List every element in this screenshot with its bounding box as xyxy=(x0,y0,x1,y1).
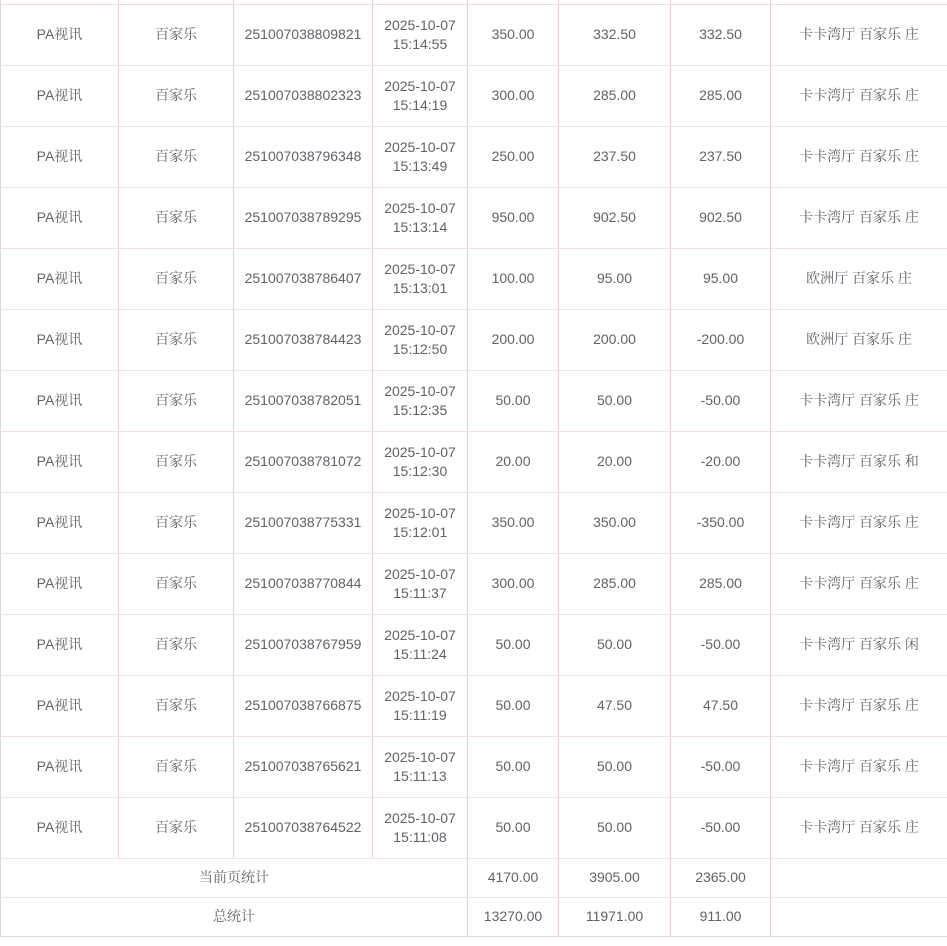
cell-win-loss: -350.00 xyxy=(671,492,771,553)
cell-bet-amount: 50.00 xyxy=(468,736,559,797)
cell-win-loss: 47.50 xyxy=(671,675,771,736)
table-row xyxy=(1,187,947,248)
cell-table-result: 卡卡湾厅 百家乐 庄 xyxy=(771,126,947,187)
summary-total-bet-amount: 13270.00 xyxy=(468,897,559,936)
table-row xyxy=(1,126,947,187)
cell-valid-amount: 332.50 xyxy=(559,4,671,65)
cell-datetime: 2025-10-07 15:11:19 xyxy=(373,675,468,736)
cell-game: 百家乐 xyxy=(119,370,234,431)
cell-datetime: 2025-10-07 15:14:55 xyxy=(373,4,468,65)
cell-table-result: 卡卡湾厅 百家乐 庄 xyxy=(771,675,947,736)
cell-table-result: 卡卡湾厅 百家乐 庄 xyxy=(771,65,947,126)
cell-order-number: 251007038766875 xyxy=(234,675,373,736)
table-row xyxy=(1,65,947,126)
cell-bet-amount: 20.00 xyxy=(468,431,559,492)
cell-datetime: 2025-10-07 15:11:13 xyxy=(373,736,468,797)
cell-platform: PA视讯 xyxy=(1,248,119,309)
cell-bet-amount: 50.00 xyxy=(468,614,559,675)
cell-datetime: 2025-10-07 15:11:08 xyxy=(373,797,468,858)
cell-platform: PA视讯 xyxy=(1,4,119,65)
cell-order-number: 251007038796348 xyxy=(234,126,373,187)
cell-order-number: 251007038767959 xyxy=(234,614,373,675)
cell-order-number: 251007038789295 xyxy=(234,187,373,248)
table-row xyxy=(1,4,947,65)
cell-table-result: 卡卡湾厅 百家乐 庄 xyxy=(771,187,947,248)
cell-game: 百家乐 xyxy=(119,126,234,187)
cell-platform: PA视讯 xyxy=(1,614,119,675)
cell-table-result: 卡卡湾厅 百家乐 闲 xyxy=(771,614,947,675)
cell-win-loss: 237.50 xyxy=(671,126,771,187)
summary-page-bet-amount: 4170.00 xyxy=(468,858,559,897)
cell-valid-amount: 50.00 xyxy=(559,736,671,797)
cell-win-loss: 332.50 xyxy=(671,4,771,65)
cell-game: 百家乐 xyxy=(119,675,234,736)
cell-valid-amount: 50.00 xyxy=(559,614,671,675)
cell-platform: PA视讯 xyxy=(1,65,119,126)
summary-page-valid-amount: 3905.00 xyxy=(559,858,671,897)
cell-game: 百家乐 xyxy=(119,431,234,492)
table-row xyxy=(1,309,947,370)
cell-valid-amount: 350.00 xyxy=(559,492,671,553)
cell-bet-amount: 350.00 xyxy=(468,492,559,553)
cell-win-loss: -50.00 xyxy=(671,797,771,858)
summary-body xyxy=(1,858,947,936)
table-row xyxy=(1,370,947,431)
table-row xyxy=(1,431,947,492)
cell-platform: PA视讯 xyxy=(1,431,119,492)
cell-platform: PA视讯 xyxy=(1,797,119,858)
cell-platform: PA视讯 xyxy=(1,187,119,248)
cell-table-result: 卡卡湾厅 百家乐 和 xyxy=(771,431,947,492)
cell-order-number: 251007038802323 xyxy=(234,65,373,126)
cell-table-result: 卡卡湾厅 百家乐 庄 xyxy=(771,736,947,797)
cell-game: 百家乐 xyxy=(119,553,234,614)
summary-total-valid-amount: 11971.00 xyxy=(559,897,671,936)
cell-order-number: 251007038784423 xyxy=(234,309,373,370)
cell-datetime: 2025-10-07 15:12:01 xyxy=(373,492,468,553)
cell-valid-amount: 237.50 xyxy=(559,126,671,187)
table-row xyxy=(1,614,947,675)
cell-datetime: 2025-10-07 15:12:35 xyxy=(373,370,468,431)
cell-bet-amount: 300.00 xyxy=(468,553,559,614)
table-row xyxy=(1,553,947,614)
data-rows-body xyxy=(1,4,947,858)
cell-win-loss: 285.00 xyxy=(671,553,771,614)
cell-order-number: 251007038782051 xyxy=(234,370,373,431)
table-row xyxy=(1,492,947,553)
summary-total-win-loss: 911.00 xyxy=(671,897,771,936)
cell-bet-amount: 250.00 xyxy=(468,126,559,187)
cell-order-number: 251007038770844 xyxy=(234,553,373,614)
cell-order-number: 251007038764522 xyxy=(234,797,373,858)
cell-game: 百家乐 xyxy=(119,65,234,126)
cell-valid-amount: 50.00 xyxy=(559,797,671,858)
cell-table-result: 欧洲厅 百家乐 庄 xyxy=(771,248,947,309)
summary-page-label: 当前页统计 xyxy=(1,858,468,897)
cell-game: 百家乐 xyxy=(119,614,234,675)
cell-valid-amount: 285.00 xyxy=(559,65,671,126)
cell-bet-amount: 50.00 xyxy=(468,370,559,431)
cell-order-number: 251007038775331 xyxy=(234,492,373,553)
summary-total-label: 总统计 xyxy=(1,897,468,936)
cell-datetime: 2025-10-07 15:14:19 xyxy=(373,65,468,126)
cell-table-result: 卡卡湾厅 百家乐 庄 xyxy=(771,553,947,614)
cell-datetime: 2025-10-07 15:12:50 xyxy=(373,309,468,370)
cell-win-loss: 902.50 xyxy=(671,187,771,248)
cell-game: 百家乐 xyxy=(119,309,234,370)
cell-order-number: 251007038809821 xyxy=(234,4,373,65)
cell-valid-amount: 95.00 xyxy=(559,248,671,309)
cell-bet-amount: 50.00 xyxy=(468,797,559,858)
cell-platform: PA视讯 xyxy=(1,309,119,370)
cell-valid-amount: 200.00 xyxy=(559,309,671,370)
cell-datetime: 2025-10-07 15:13:14 xyxy=(373,187,468,248)
table-row xyxy=(1,736,947,797)
table-row xyxy=(1,248,947,309)
cell-table-result: 卡卡湾厅 百家乐 庄 xyxy=(771,4,947,65)
cell-win-loss: -50.00 xyxy=(671,614,771,675)
cell-platform: PA视讯 xyxy=(1,492,119,553)
cell-platform: PA视讯 xyxy=(1,126,119,187)
cell-order-number: 251007038781072 xyxy=(234,431,373,492)
cell-game: 百家乐 xyxy=(119,187,234,248)
cell-table-result: 卡卡湾厅 百家乐 庄 xyxy=(771,370,947,431)
table-row xyxy=(1,675,947,736)
summary-page-empty-cell xyxy=(771,858,947,897)
cell-win-loss: -200.00 xyxy=(671,309,771,370)
table-row xyxy=(1,797,947,858)
cell-win-loss: 95.00 xyxy=(671,248,771,309)
cell-win-loss: 285.00 xyxy=(671,65,771,126)
cell-bet-amount: 50.00 xyxy=(468,675,559,736)
cell-win-loss: -50.00 xyxy=(671,736,771,797)
cell-order-number: 251007038765621 xyxy=(234,736,373,797)
cell-bet-amount: 200.00 xyxy=(468,309,559,370)
summary-page-win-loss: 2365.00 xyxy=(671,858,771,897)
cell-win-loss: -50.00 xyxy=(671,370,771,431)
cell-platform: PA视讯 xyxy=(1,675,119,736)
cell-datetime: 2025-10-07 15:13:49 xyxy=(373,126,468,187)
cell-table-result: 卡卡湾厅 百家乐 庄 xyxy=(771,797,947,858)
cell-bet-amount: 300.00 xyxy=(468,65,559,126)
cell-bet-amount: 100.00 xyxy=(468,248,559,309)
cell-game: 百家乐 xyxy=(119,797,234,858)
cell-valid-amount: 20.00 xyxy=(559,431,671,492)
cell-game: 百家乐 xyxy=(119,4,234,65)
cell-game: 百家乐 xyxy=(119,736,234,797)
summary-row-current-page xyxy=(1,858,947,897)
cell-table-result: 欧洲厅 百家乐 庄 xyxy=(771,309,947,370)
cell-game: 百家乐 xyxy=(119,492,234,553)
cell-valid-amount: 50.00 xyxy=(559,370,671,431)
cell-datetime: 2025-10-07 15:11:24 xyxy=(373,614,468,675)
cell-platform: PA视讯 xyxy=(1,736,119,797)
cell-datetime: 2025-10-07 15:12:30 xyxy=(373,431,468,492)
cell-game: 百家乐 xyxy=(119,248,234,309)
summary-total-empty-cell xyxy=(771,897,947,936)
cell-order-number: 251007038786407 xyxy=(234,248,373,309)
cell-valid-amount: 285.00 xyxy=(559,553,671,614)
cell-valid-amount: 47.50 xyxy=(559,675,671,736)
cell-platform: PA视讯 xyxy=(1,553,119,614)
cell-platform: PA视讯 xyxy=(1,370,119,431)
summary-row-total xyxy=(1,897,947,936)
cell-datetime: 2025-10-07 15:11:37 xyxy=(373,553,468,614)
cell-table-result: 卡卡湾厅 百家乐 庄 xyxy=(771,492,947,553)
cell-bet-amount: 350.00 xyxy=(468,4,559,65)
cell-datetime: 2025-10-07 15:13:01 xyxy=(373,248,468,309)
cell-bet-amount: 950.00 xyxy=(468,187,559,248)
cell-valid-amount: 902.50 xyxy=(559,187,671,248)
cell-win-loss: -20.00 xyxy=(671,431,771,492)
